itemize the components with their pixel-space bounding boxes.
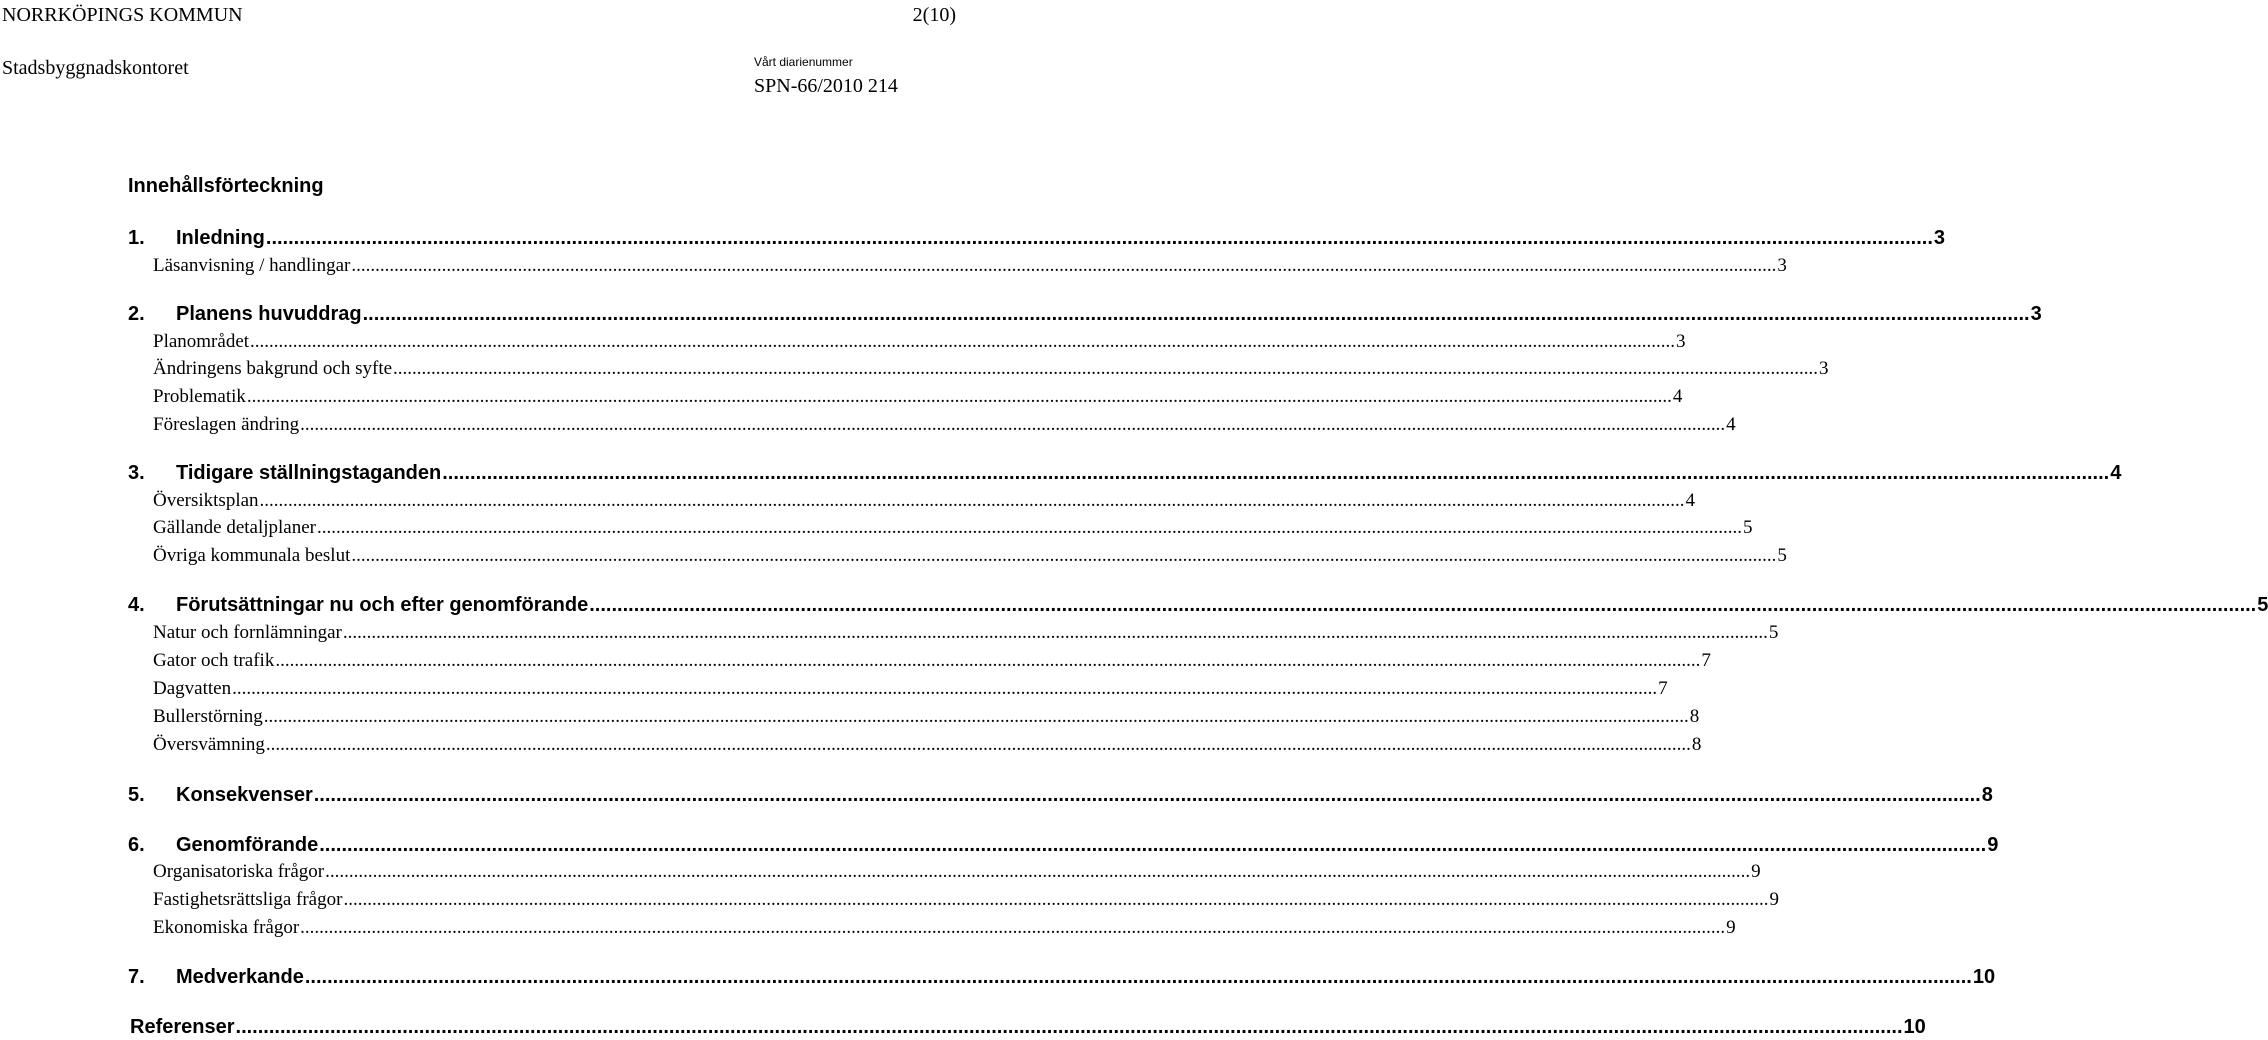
item-page: 5 xyxy=(1768,622,1779,643)
dot-leader: ............................................................................................................................................................................................................................................................................................................ xyxy=(317,517,1743,538)
toc-entry xyxy=(153,859,1761,885)
dot-leader: ............................................................................................................................................................................................................................................................................................................ xyxy=(246,386,1672,407)
item-title: Natur och fornlämningar xyxy=(153,622,342,643)
dot-leader: ............................................................................................................................................................................................................................................................................................................ xyxy=(393,358,1819,379)
toc-entry xyxy=(130,1014,1926,1040)
item-title: Planområdet xyxy=(153,331,250,352)
toc-entry xyxy=(153,515,1753,541)
toc-entry xyxy=(176,782,1993,808)
toc-item[interactable] xyxy=(0,676,1668,702)
dot-leader: ............................................................................................................................................................................................................................................................................................................ xyxy=(319,834,1987,856)
dot-leader: ............................................................................................................................................................................................................................................................................................................ xyxy=(259,490,1685,511)
toc-title: Innehållsförteckning xyxy=(128,175,324,197)
toc-entry xyxy=(153,543,1787,569)
toc-section-3[interactable] xyxy=(0,460,2122,486)
reference-number: SPN-66/2010 214 xyxy=(754,75,898,97)
dot-leader: ............................................................................................................................................................................................................................................................................................................ xyxy=(362,303,2030,325)
toc-section-4[interactable] xyxy=(0,592,2268,618)
section-number: 4. xyxy=(128,594,145,616)
toc-entry xyxy=(153,704,1700,730)
toc-item[interactable] xyxy=(0,704,1700,730)
references-title: Referenser xyxy=(130,1016,235,1038)
toc-item[interactable] xyxy=(0,253,1787,279)
dot-leader: ............................................................................................................................................................................................................................................................................................................ xyxy=(265,227,1933,249)
dot-leader: ............................................................................................................................................................................................................................................................................................................ xyxy=(325,861,1751,882)
toc-item[interactable] xyxy=(0,515,1753,541)
section-page: 3 xyxy=(1933,227,1946,249)
section-page: 9 xyxy=(1987,834,1999,856)
item-page: 8 xyxy=(1689,706,1700,727)
toc-section-5[interactable] xyxy=(0,782,1993,808)
section-title: Medverkande xyxy=(176,966,304,988)
dot-leader: ............................................................................................................................................................................................................................................................................................................ xyxy=(589,594,2257,616)
section-title: Planens huvuddrag xyxy=(176,303,362,325)
section-number: 6. xyxy=(128,834,145,856)
item-page: 3 xyxy=(1819,358,1829,379)
dot-leader: ............................................................................................................................................................................................................................................................................................................ xyxy=(250,331,1676,352)
toc-entry xyxy=(176,225,1946,251)
toc-entry xyxy=(153,412,1736,438)
toc-item[interactable] xyxy=(0,543,1787,569)
dot-leader: ............................................................................................................................................................................................................................................................................................................ xyxy=(342,622,1768,643)
section-number: 7. xyxy=(128,966,145,988)
section-page: 4 xyxy=(2110,462,2122,484)
section-number: 1. xyxy=(128,227,145,249)
dot-leader: ............................................................................................................................................................................................................................................................................................................ xyxy=(300,414,1726,435)
item-title: Fastighetsrättsliga frågor xyxy=(153,889,343,910)
item-title: Översiktsplan xyxy=(153,490,259,511)
item-title: Problematik xyxy=(153,386,246,407)
dot-leader: ............................................................................................................................................................................................................................................................................................................ xyxy=(343,889,1769,910)
dot-leader: ............................................................................................................................................................................................................................................................................................................ xyxy=(300,917,1726,938)
organization-name: NORRKÖPINGS KOMMUN xyxy=(2,4,243,26)
toc-entry xyxy=(153,620,1779,646)
item-page: 3 xyxy=(1777,255,1787,276)
toc-entry xyxy=(176,460,2122,486)
toc-item[interactable] xyxy=(0,887,1779,913)
section-page: 3 xyxy=(2030,303,2042,325)
dot-leader: ............................................................................................................................................................................................................................................................................................................ xyxy=(304,966,1972,988)
item-page: 4 xyxy=(1685,490,1696,511)
item-page: 9 xyxy=(1769,889,1779,910)
department-name: Stadsbyggnadskontoret xyxy=(2,57,189,79)
item-title: Övriga kommunala beslut xyxy=(153,545,351,566)
toc-entry xyxy=(153,648,1711,674)
dot-leader: ............................................................................................................................................................................................................................................................................................................ xyxy=(351,255,1777,276)
section-page: 10 xyxy=(1972,966,1996,988)
item-title: Översvämning xyxy=(153,734,265,755)
toc-section-6[interactable] xyxy=(0,832,1999,858)
toc-item[interactable] xyxy=(0,648,1711,674)
section-page: 8 xyxy=(1981,784,1993,806)
section-title: Inledning xyxy=(176,227,265,249)
toc-entry xyxy=(153,676,1668,702)
section-number: 3. xyxy=(128,462,145,484)
toc-item[interactable] xyxy=(0,620,1779,646)
item-title: Bullerstörning xyxy=(153,706,263,727)
toc-item[interactable] xyxy=(0,329,1686,355)
dot-leader: ............................................................................................................................................................................................................................................................................................................ xyxy=(263,706,1689,727)
toc-item[interactable] xyxy=(0,859,1761,885)
section-title: Konsekvenser xyxy=(176,784,313,806)
toc-item[interactable] xyxy=(0,732,1702,758)
item-page: 8 xyxy=(1691,734,1702,755)
reference-label: Vårt diarienummer xyxy=(754,55,853,69)
item-page: 7 xyxy=(1701,650,1711,671)
item-page: 5 xyxy=(1777,545,1787,566)
item-title: Dagvatten xyxy=(153,678,232,699)
toc-entry xyxy=(153,253,1787,279)
item-title: Ändringens bakgrund och syfte xyxy=(153,358,393,379)
page-number: 2(10) xyxy=(912,4,956,26)
section-number: 2. xyxy=(128,303,145,325)
item-title: Gällande detaljplaner xyxy=(153,517,317,538)
toc-entry xyxy=(176,592,2268,618)
item-page: 4 xyxy=(1726,414,1736,435)
toc-entry xyxy=(153,356,1829,382)
toc-section-7[interactable] xyxy=(0,964,1996,990)
toc-item[interactable] xyxy=(0,384,1683,410)
toc-item[interactable] xyxy=(0,488,1696,514)
item-title: Ekonomiska frågor xyxy=(153,917,300,938)
item-title: Organisatoriska frågor xyxy=(153,861,325,882)
item-page: 9 xyxy=(1751,861,1761,882)
dot-leader: ............................................................................................................................................................................................................................................................................................................ xyxy=(265,734,1691,755)
item-page: 3 xyxy=(1676,331,1686,352)
item-title: Föreslagen ändring xyxy=(153,414,300,435)
toc-section-2[interactable] xyxy=(0,301,2042,327)
item-title: Läsanvisning / handlingar xyxy=(153,255,351,276)
toc-entry xyxy=(153,488,1696,514)
toc-entry xyxy=(176,301,2042,327)
references-page: 10 xyxy=(1903,1016,1926,1038)
section-page: 5 xyxy=(2257,594,2268,616)
dot-leader: ............................................................................................................................................................................................................................................................................................................ xyxy=(313,784,1981,806)
item-page: 4 xyxy=(1672,386,1683,407)
item-page: 7 xyxy=(1658,678,1668,699)
toc-entry xyxy=(153,915,1736,941)
dot-leader: ............................................................................................................................................................................................................................................................................................................ xyxy=(351,545,1777,566)
item-page: 5 xyxy=(1743,517,1753,538)
toc-item[interactable] xyxy=(0,915,1736,941)
section-title: Tidigare ställningstaganden xyxy=(176,462,442,484)
dot-leader: ............................................................................................................................................................................................................................................................................................................ xyxy=(235,1016,1903,1038)
item-page: 9 xyxy=(1726,917,1736,938)
toc-entry xyxy=(153,887,1779,913)
item-title: Gator och trafik xyxy=(153,650,275,671)
dot-leader: ............................................................................................................................................................................................................................................................................................................ xyxy=(275,650,1701,671)
toc-references[interactable] xyxy=(0,1014,1926,1040)
toc-item[interactable] xyxy=(0,412,1736,438)
section-number: 5. xyxy=(128,784,145,806)
section-title: Genomförande xyxy=(176,834,319,856)
toc-entry xyxy=(176,832,1999,858)
toc-entry xyxy=(153,329,1686,355)
section-title: Förutsättningar nu och efter genomförande xyxy=(176,594,589,616)
toc-entry xyxy=(153,732,1702,758)
toc-entry xyxy=(176,964,1996,990)
toc-entry xyxy=(153,384,1683,410)
dot-leader: ............................................................................................................................................................................................................................................................................................................ xyxy=(442,462,2110,484)
toc-item[interactable] xyxy=(0,356,1829,382)
dot-leader: ............................................................................................................................................................................................................................................................................................................ xyxy=(232,678,1658,699)
toc-section-1[interactable] xyxy=(0,225,1946,251)
